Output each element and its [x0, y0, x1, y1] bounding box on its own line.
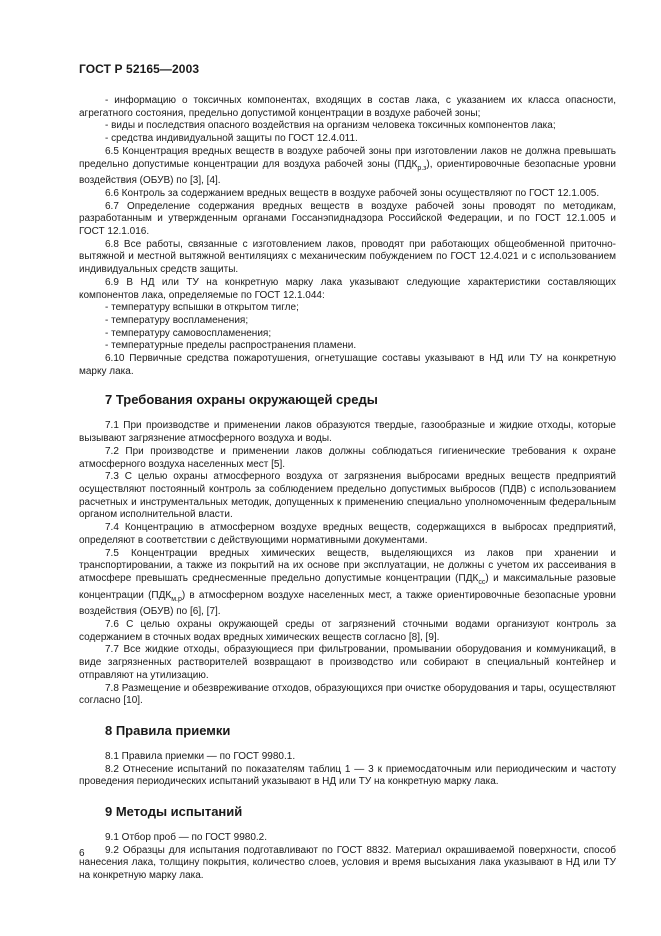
- paragraph: 9.1 Отбор проб — по ГОСТ 9980.2.: [105, 832, 268, 844]
- text-run: 6.5 Концентрация вредных веществ в воздухе рабочей зоны при изготовлении лаков не должна превышать предельно допустимые концентрации для воздуха рабочей зоны (ПДК: [79, 145, 616, 170]
- paragraph: 9.2 Образцы для испытания подготавливают по ГОСТ 8832. Материал окрашиваемой поверхности, способ нанесения лака, толщину покрытия, количество слоев, условия и время высыхания лака указывают в НД или ТУ на конкретную марку лака.: [79, 844, 616, 882]
- paragraph: 7.4 Концентрацию в атмосферном воздухе вредных веществ, содержащихся в выбросах предприятий, определяют в соответствии с действующими нормативными документами.: [79, 522, 616, 546]
- paragraph: 7.6 С целью охраны окружающей среды от загрязнений сточными водами организуют контроль за содержанием в сточных водах вредных химических веществ согласно [8], [9].: [79, 619, 616, 643]
- paragraph: 8.2 Отнесение испытаний по показателям таблиц 1 — 3 к приемосдаточным или периодическим и частоту проведения периодических испытаний указывают в НД или ТУ на конкретную марку лака.: [79, 763, 616, 788]
- paragraph: [79, 146, 616, 188]
- paragraph: 6.10 Первичные средства пожаротушения, огнетушащие составы указывают в НД или ТУ на конкретную марку лака.: [79, 353, 616, 377]
- section-heading: 7 Требования охраны окружающей среды: [105, 392, 378, 408]
- paragraph: 6.9 В НД или ТУ на конкретную марку лака указывают следующие характеристики составляющих компонентов лака, определяемые по ГОСТ 12.1.044:: [79, 276, 616, 301]
- subscript: сс: [478, 578, 486, 586]
- paragraph: - виды и последствия опасного воздействия на организм человека токсичных компонентов лака;: [105, 120, 556, 132]
- paragraph: 7.1 При производстве и применении лаков образуются твердые, газообразные и жидкие отходы, которые вызывают загрязнение атмосферного воздуха и воды.: [79, 420, 616, 445]
- paragraph: - температуру воспламенения;: [105, 314, 249, 326]
- document-body: [79, 95, 616, 883]
- paragraph: 7.3 С целью охраны атмосферного воздуха от загрязнения выбросами вредных веществ предприятий осуществляют постоянный контроль за соблюдением предельно допустимых выбросов (ПДВ) с использованием расчетных и инструментальных методик, допущенных к применению специально уполномоченным федеральным органом исполнительной власти.: [79, 471, 616, 521]
- text-run: ) и максимальные разовые концентрации (ПДК: [79, 572, 616, 601]
- paragraph: - температуру самовоспламенения;: [105, 327, 272, 339]
- paragraph: - средства индивидуальной защиты по ГОСТ 12.4.011.: [105, 133, 358, 145]
- document-code: ГОСТ Р 52165—2003: [79, 62, 200, 76]
- section-heading: 9 Методы испытаний: [105, 804, 243, 820]
- paragraph: 7.2 При производстве и применении лаков должны соблюдаться гигиенические требования к охране атмосферного воздуха населенных мест [5].: [79, 445, 616, 470]
- text-run: ), ориентировочные безопасные уровни воздействия (ОБУВ) по [3], [4].: [79, 158, 616, 187]
- paragraph: - температурные пределы распространения пламени.: [105, 340, 357, 352]
- paragraph: 6.7 Определение содержания вредных веществ в воздухе рабочей зоны проводят по методикам, разработанным и утвержденным органами Госсанэпиднадзора Российской Федерации, и по ГОСТ 12.1.005 и ГОСТ 12.1.016.: [79, 200, 616, 238]
- text-run: 7.5 Концентрации вредных химических веществ, выделяющихся из лаков при хранении и транспортировании, а также из покрытий на их основе при эксплуатации, не должны с учетом их рассеивания в атмосфере превышать среднесменные предельно допустимые концентрации (ПДК: [79, 547, 616, 584]
- paragraph: 6.8 Все работы, связанные с изготовлением лаков, проводят при работающих общеобменной приточно-вытяжной и местной вытяжной вентиляциях с механическим побуждением по ГОСТ 12.4.021 и с использованием индивидуальных средств защиты.: [79, 238, 616, 276]
- paragraph: 7.7 Все жидкие отходы, образующиеся при фильтровании, промывании оборудования и коммуникаций, в виде загрязненных растворителей возвращают в производство или собирают в специальный контейнер и отправляют на утилизацию.: [79, 644, 616, 681]
- paragraph: 8.1 Правила приемки — по ГОСТ 9980.1.: [105, 750, 296, 762]
- paragraph: 6.6 Контроль за содержанием вредных веществ в воздухе рабочей зоны осуществляют по ГОСТ 12.1.005.: [105, 187, 600, 199]
- text-run: ) в атмосферном воздухе населенных мест, а также ориентировочные безопасные уровни воздействия (ОБУВ) по [6], [7].: [79, 589, 616, 618]
- paragraph: 7.8 Размещение и обезвреживание отходов, образующихся при очистке оборудования и тары, осуществляют согласно [10].: [79, 682, 616, 707]
- subscript: р.з: [417, 164, 427, 172]
- subscript: м.р: [171, 595, 182, 603]
- page-number: 6: [79, 848, 85, 859]
- section-heading: 8 Правила приемки: [105, 722, 231, 738]
- paragraph: [79, 548, 616, 620]
- paragraph: - информацию о токсичных компонентах, входящих в состав лака, с указанием их класса опасности, агрегатного состояния, предельно допустимой концентрации в воздухе рабочей зоны;: [79, 95, 616, 119]
- paragraph: - температуру вспышки в открытом тигле;: [105, 302, 299, 314]
